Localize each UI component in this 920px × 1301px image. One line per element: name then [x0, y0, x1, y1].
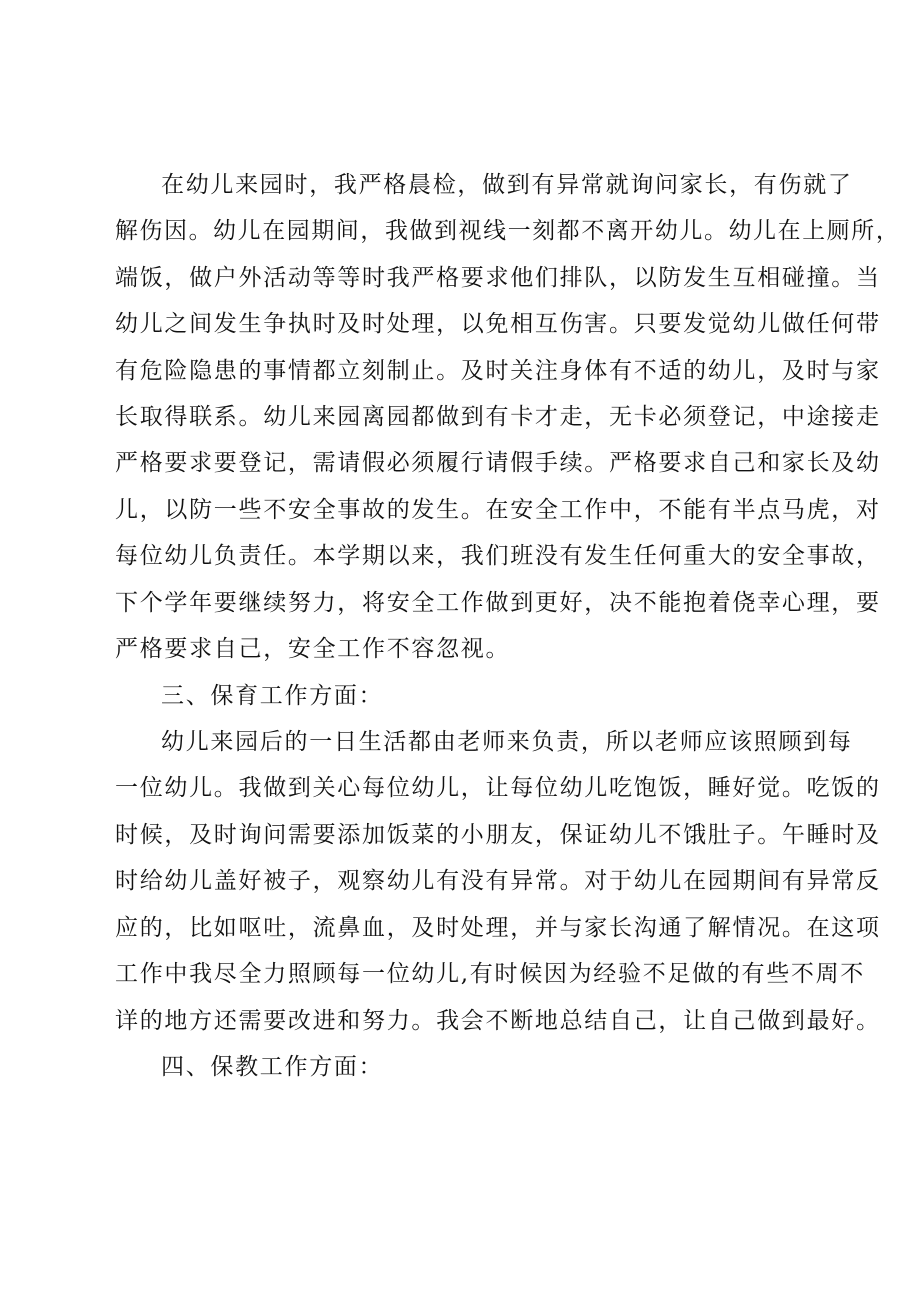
section-heading: 四、保教工作方面： — [161, 1054, 384, 1080]
paragraph-line: 儿，以防一些不安全事故的发生。在安全工作中，不能有半点马虎，对 — [115, 497, 881, 523]
paragraph-line: 应的，比如呕吐，流鼻血，及时处理，并与家长沟通了解情况。在这项 — [115, 915, 881, 941]
paragraph-line: 时候，及时询问需要添加饭菜的小朋友，保证幼儿不饿肚子。午睡时及 — [115, 822, 881, 848]
paragraph-line: 幼儿来园后的一日生活都由老师来负责，所以老师应该照顾到每 — [161, 729, 853, 755]
paragraph-line: 端饭，做户外活动等等时我严格要求他们排队，以防发生互相碰撞。当 — [115, 265, 881, 291]
paragraph-line: 有危险隐患的事情都立刻制止。及时关注身体有不适的幼儿，及时与家 — [115, 358, 881, 384]
paragraph-line: 幼儿之间发生争执时及时处理，以免相互伤害。只要发觉幼儿做任何带 — [115, 311, 881, 337]
paragraph-line: 工作中我尽全力照顾每一位幼儿,有时候因为经验不足做的有些不周不 — [115, 961, 866, 987]
paragraph-line: 一位幼儿。我做到关心每位幼儿，让每位幼儿吃饱饭，睡好觉。吃饭的 — [115, 775, 881, 801]
paragraph-line: 严格要求要登记，需请假必须履行请假手续。严格要求自己和家长及幼 — [115, 450, 881, 476]
paragraph-line: 解伤因。幼儿在园期间，我做到视线一刻都不离开幼儿。幼儿在上厕所， — [115, 218, 901, 244]
paragraph-line: 时给幼儿盖好被子，观察幼儿有没有异常。对于幼儿在园期间有异常反 — [115, 868, 881, 894]
section-heading: 三、保育工作方面： — [161, 683, 384, 709]
paragraph-line: 每位幼儿负责任。本学期以来，我们班没有发生任何重大的安全事故， — [115, 543, 881, 569]
paragraph-line: 详的地方还需要改进和努力。我会不断地总结自己，让自己做到最好。 — [115, 1008, 881, 1034]
paragraph-line: 长取得联系。幼儿来园离园都做到有卡才走，无卡必须登记，中途接走 — [115, 404, 881, 430]
paragraph-line: 在幼儿来园时，我严格晨检，做到有异常就询问家长，有伤就了 — [161, 172, 853, 198]
paragraph-line: 下个学年要继续努力，将安全工作做到更好，决不能抱着侥幸心理，要 — [115, 590, 881, 616]
paragraph-line: 严格要求自己，安全工作不容忽视。 — [115, 636, 511, 662]
